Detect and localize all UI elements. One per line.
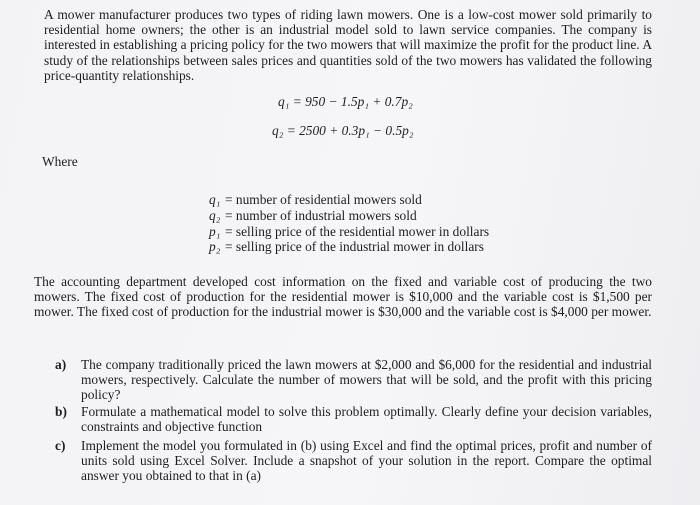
question-text: The company traditionally priced the lawn mowers at $2,000 and $6,000 for the residential and industrial mowers, respectively. Calculate the number of mowers that will be sold, and the profit with this pricing policy? (81, 357, 652, 403)
definition-text: = number of residential mowers sold (225, 192, 422, 207)
question-label: c) (55, 438, 66, 453)
definition-variable: p₂ (209, 239, 221, 255)
question-label: b) (55, 404, 67, 419)
definition-p1 (209, 224, 489, 240)
equation-q2: q₂ = 2500 + 0.3p₁ − 0.5p₂ (272, 123, 414, 138)
variable-definitions (209, 192, 489, 255)
definition-q2 (209, 208, 489, 224)
question-label: a) (55, 357, 67, 372)
definition-variable: q₁ (209, 192, 221, 207)
definition-text: = number of industrial mowers sold (225, 207, 417, 223)
where-label: Where (42, 154, 78, 169)
intro-paragraph: A mower manufacturer produces two types of riding lawn mowers. One is a low-cost mower sold primarily to residential home owners; the other is an industrial model sold to lawn service companies. The company is interested in establishing a pricing policy for the two mowers that will maximize the profit for the product line. A study of the relationships between sales prices and quantities sold of the two mowers has validated the following price-quantity relationships. (44, 7, 652, 83)
question-a (55, 357, 652, 403)
question-b (55, 404, 652, 434)
question-text: Implement the model you formulated in (b) using Excel and find the optimal prices, profit and number of units sold using Excel Solver. Include a snapshot of your solution in the report. Compare the optimal answer you obtained to that in (a) (81, 438, 652, 484)
definition-p2 (209, 239, 489, 255)
definition-variable: p₁ (209, 223, 221, 239)
definition-text: = selling price of the residential mower in dollars (225, 223, 490, 239)
definition-text: = selling price of the industrial mower in dollars (225, 239, 484, 255)
equation-q1: q₁ = 950 − 1.5p₁ + 0.7p₂ (278, 94, 413, 109)
question-c (55, 438, 652, 484)
definition-variable: q₂ (209, 207, 221, 223)
accounting-paragraph: The accounting department developed cost information on the fixed and variable cost of producing the two mowers. The fixed cost of production for the residential mower is $10,000 and the variable cost is $1,500 per mower. The fixed cost of production for the industrial mower is $30,000 and the variable cost is $4,000 per mower. (34, 274, 652, 320)
definition-q1 (209, 192, 489, 208)
question-text: Formulate a mathematical model to solve this problem optimally. Clearly define your decision variables, constraints and objective function (81, 404, 652, 435)
